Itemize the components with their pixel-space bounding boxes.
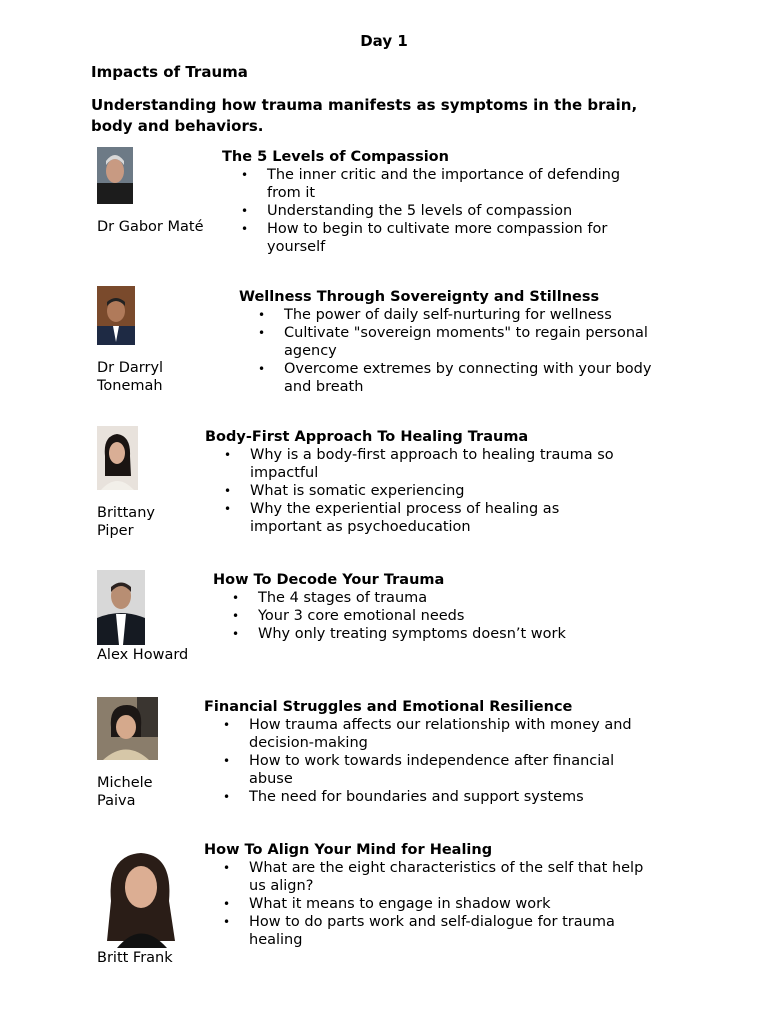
bullet-item [213, 589, 643, 607]
page-title: Impacts of Trauma [91, 63, 248, 81]
bullet-text: Why is a body-first approach to healing trauma so impactful [250, 447, 614, 481]
bullet-item [239, 360, 669, 396]
bullet-icon: • [232, 591, 240, 605]
bullet-item [204, 895, 654, 913]
bullet-text: How to work towards independence after financial abuse [249, 753, 615, 787]
talk-title: How To Align Your Mind for Healing [204, 842, 493, 858]
speaker-photo [97, 570, 145, 645]
bullet-icon: • [241, 204, 249, 218]
bullet-item [204, 788, 654, 806]
page-subtitle: Understanding how trauma manifests as symptoms in the brain, body and behaviors. [91, 96, 638, 135]
bullet-text: Overcome extremes by connecting with your body and breath [284, 361, 652, 395]
talk-block [205, 428, 635, 536]
bullet-icon: • [258, 308, 266, 322]
speaker-name: Alex Howard [97, 647, 189, 663]
talk-title: The 5 Levels of Compassion [222, 149, 449, 165]
talk-title: Financial Struggles and Emotional Resilience [204, 699, 573, 715]
talk-bullets [222, 166, 652, 256]
speaker-photo [97, 697, 158, 760]
bullet-text: What is somatic experiencing [250, 483, 465, 499]
bullet-icon: • [223, 915, 231, 929]
bullet-icon: • [232, 627, 240, 641]
talk-bullets [239, 306, 669, 396]
day-heading: Day 1 [360, 32, 408, 50]
bullet-item [204, 716, 654, 752]
speaker-name: Michele Paiva [97, 775, 153, 809]
bullet-text: How trauma affects our relationship with money and decision-making [249, 717, 632, 751]
bullet-icon: • [232, 609, 240, 623]
bullet-icon: • [223, 754, 231, 768]
bullet-item [204, 859, 654, 895]
bullet-icon: • [224, 448, 232, 462]
bullet-item [222, 202, 652, 220]
bullet-text: Why the experiential process of healing as important as psychoeducation [250, 501, 560, 535]
speaker-name: Dr Gabor Maté [97, 219, 204, 235]
bullet-icon: • [224, 484, 232, 498]
bullet-item [205, 446, 635, 482]
talk-bullets [205, 446, 635, 536]
bullet-icon: • [258, 326, 266, 340]
bullet-text: Cultivate "sovereign moments" to regain personal agency [284, 325, 648, 359]
talk-block [204, 698, 654, 806]
speaker-photo [97, 147, 133, 204]
bullet-item [204, 752, 654, 788]
bullet-item [205, 500, 635, 536]
bullet-text: The 4 stages of trauma [258, 590, 428, 606]
bullet-item [213, 625, 643, 643]
bullet-icon: • [223, 861, 231, 875]
bullet-item [222, 166, 652, 202]
bullet-text: Why only treating symptoms doesn’t work [258, 626, 566, 642]
speaker-name: Britt Frank [97, 950, 173, 966]
speaker-photo [97, 426, 138, 490]
speaker-photo [97, 286, 135, 345]
bullet-item [239, 306, 669, 324]
bullet-text: The need for boundaries and support systems [249, 789, 584, 805]
bullet-text: How to begin to cultivate more compassion for yourself [267, 221, 608, 255]
bullet-text: What it means to engage in shadow work [249, 896, 551, 912]
talk-bullets [204, 859, 654, 949]
speaker-name: Brittany Piper [97, 505, 155, 539]
bullet-text: The inner critic and the importance of defending from it [267, 167, 621, 201]
talk-block [239, 288, 669, 396]
bullet-item [239, 324, 669, 360]
bullet-text: Understanding the 5 levels of compassion [267, 203, 573, 219]
talk-title: Body-First Approach To Healing Trauma [205, 429, 529, 445]
speaker-name: Dr Darryl Tonemah [97, 360, 164, 394]
bullet-text: The power of daily self-nurturing for wellness [284, 307, 612, 323]
bullet-icon: • [258, 362, 266, 376]
bullet-icon: • [241, 222, 249, 236]
bullet-item [204, 913, 654, 949]
bullet-icon: • [223, 897, 231, 911]
talk-title: Wellness Through Sovereignty and Stillness [239, 289, 600, 305]
talk-block [213, 571, 643, 643]
bullet-icon: • [224, 502, 232, 516]
talk-bullets [204, 716, 654, 806]
bullet-text: What are the eight characteristics of the self that help us align? [249, 860, 644, 894]
talk-block [204, 841, 654, 949]
talk-bullets [213, 589, 643, 643]
bullet-text: Your 3 core emotional needs [258, 608, 465, 624]
talk-title: How To Decode Your Trauma [213, 572, 445, 588]
bullet-icon: • [241, 168, 249, 182]
bullet-item [222, 220, 652, 256]
bullet-item [213, 607, 643, 625]
talk-block [222, 148, 652, 256]
bullet-text: How to do parts work and self-dialogue for trauma healing [249, 914, 615, 948]
bullet-item [205, 482, 635, 500]
speaker-photo [97, 841, 184, 948]
bullet-icon: • [223, 718, 231, 732]
bullet-icon: • [223, 790, 231, 804]
